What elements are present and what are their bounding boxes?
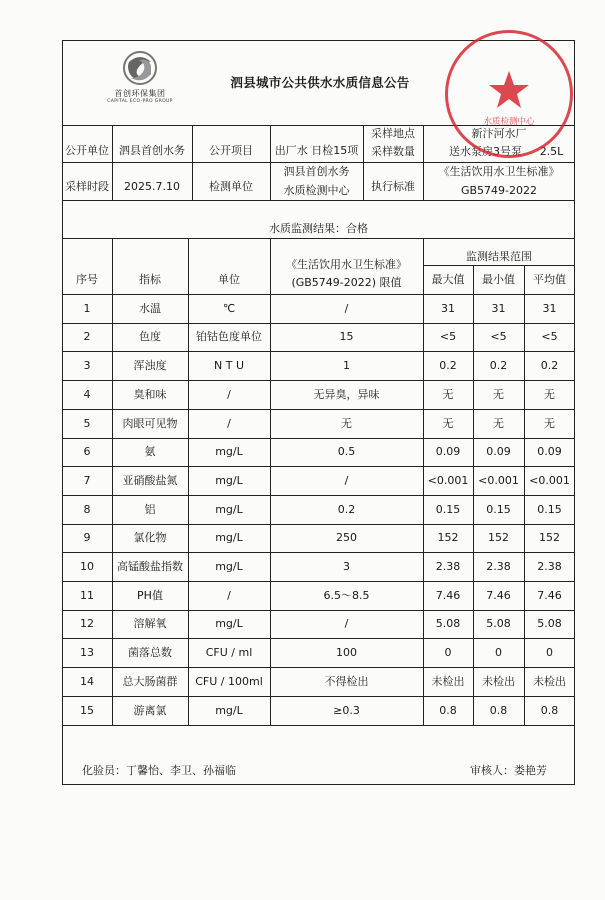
- cell-name: 游离氯: [133, 703, 167, 717]
- cell-max: 0: [444, 646, 452, 660]
- cell-max: 0.15: [435, 502, 461, 516]
- cell-avg: 31: [542, 301, 557, 315]
- inspectors: 化验员：丁馨怡、李卫、孙福临: [82, 764, 236, 777]
- cell-max: 5.08: [435, 617, 461, 631]
- cell-name: 溶解氧: [133, 617, 167, 631]
- header-range: 监测结果范围: [466, 249, 532, 263]
- cell-unit: mg/L: [215, 617, 243, 631]
- cell-unit: mg/L: [215, 560, 243, 574]
- cell-no: 1: [83, 301, 91, 315]
- cell-avg: 未检出: [533, 674, 566, 688]
- cell-max: 31: [441, 301, 455, 315]
- cell-avg: <0.001: [529, 473, 570, 487]
- cell-min: 31: [491, 301, 506, 315]
- header-limit-1: 《生活饮用水卫生标准》: [286, 258, 407, 272]
- cell-min: 0.09: [486, 445, 511, 459]
- lab-value-2: 水质检测中心: [283, 183, 350, 197]
- cell-unit: /: [227, 588, 231, 602]
- publisher-label: 公开单位: [65, 143, 109, 157]
- cell-name: 铝: [144, 502, 156, 516]
- cell-name: PH值: [137, 588, 163, 602]
- cell-name: 氨: [144, 445, 156, 459]
- seal-star-icon: [448, 33, 570, 155]
- cell-unit: CFU / 100ml: [195, 674, 263, 688]
- cell-avg: 152: [539, 531, 560, 545]
- cell-min: 5.08: [486, 617, 511, 631]
- cell-no: 11: [80, 588, 94, 602]
- quantity-value: 2.5L: [539, 145, 564, 159]
- cell-unit: mg/L: [215, 445, 243, 459]
- cell-no: 14: [80, 674, 94, 688]
- official-seal: 水质检测中心: [445, 30, 573, 158]
- item-label: 公开项目: [209, 143, 253, 157]
- cell-max: 无: [442, 416, 454, 430]
- cell-min: 0: [495, 646, 502, 660]
- cell-avg: 2.38: [537, 560, 562, 574]
- result-line: 水质监测结果：合格: [269, 222, 368, 236]
- header-min: 最小值: [482, 272, 515, 286]
- cell-no: 3: [83, 359, 91, 373]
- cell-limit: 1: [343, 359, 350, 373]
- cell-name: 肉眼可见物: [122, 416, 178, 430]
- header-no: 序号: [76, 272, 98, 286]
- cell-limit: /: [344, 617, 349, 631]
- header-avg: 平均值: [533, 272, 566, 286]
- cell-avg: 0.15: [537, 502, 562, 516]
- cell-max: 未检出: [431, 674, 465, 688]
- cell-max: 无: [442, 387, 454, 401]
- logo-name: 首创环保集团: [114, 89, 166, 98]
- cell-min: 0.15: [486, 502, 511, 516]
- cell-avg: 无: [544, 416, 555, 430]
- cell-avg: <5: [541, 330, 558, 344]
- lab-label: 检测单位: [209, 180, 253, 194]
- time-label: 采样时段: [65, 180, 109, 194]
- cell-unit: ℃: [222, 301, 236, 315]
- cell-name: 亚硝酸盐氮: [122, 473, 178, 487]
- cell-name: 高锰酸盐指数: [117, 560, 183, 574]
- cell-min: 无: [493, 387, 504, 401]
- cell-limit: 3: [343, 560, 350, 574]
- cell-avg: 0.2: [540, 359, 559, 373]
- cell-no: 13: [80, 646, 94, 660]
- cell-limit: 100: [336, 646, 357, 660]
- cell-max: 0.8: [439, 703, 457, 717]
- cell-limit: 15: [339, 330, 354, 344]
- cell-name: 浑浊度: [133, 359, 167, 373]
- cell-no: 7: [83, 473, 91, 487]
- time-value: 2025.7.10: [124, 180, 180, 194]
- cell-min: <5: [490, 330, 507, 344]
- cell-avg: 7.46: [537, 588, 562, 602]
- cell-avg: 0.09: [537, 445, 562, 459]
- cell-unit: /: [227, 416, 231, 430]
- cell-no: 15: [80, 703, 94, 717]
- cell-unit: mg/L: [215, 502, 243, 516]
- header-limit-2: (GB5749-2022) 限值: [291, 276, 402, 290]
- cell-max: 7.46: [435, 588, 461, 602]
- cell-limit: 0.2: [337, 502, 356, 516]
- cell-unit: N T U: [214, 359, 244, 373]
- cell-no: 6: [83, 445, 91, 459]
- cell-min: 0.8: [489, 703, 508, 717]
- cell-limit: /: [344, 301, 349, 315]
- cell-no: 9: [83, 531, 91, 545]
- cell-name: 水温: [139, 301, 161, 315]
- cell-limit: 无: [341, 416, 352, 430]
- cell-limit: 0.5: [337, 445, 356, 459]
- cell-max: 2.38: [435, 560, 461, 574]
- cell-no: 2: [83, 330, 91, 344]
- cell-limit: 无异臭，异味: [313, 387, 380, 401]
- cell-avg: 无: [544, 387, 555, 401]
- cell-unit: mg/L: [215, 531, 243, 545]
- cell-max: <0.001: [427, 473, 469, 487]
- std-value-2: GB5749-2022: [460, 183, 538, 197]
- header-indicator: 指标: [139, 272, 161, 286]
- cell-avg: 0.8: [540, 703, 559, 717]
- cell-min: 未检出: [482, 674, 515, 688]
- cell-max: 0.2: [439, 359, 457, 373]
- cell-min: 152: [488, 531, 509, 545]
- cell-no: 8: [83, 502, 91, 516]
- cell-name: 氯化物: [133, 531, 167, 545]
- cell-avg: 0: [546, 646, 553, 660]
- cell-no: 12: [80, 617, 94, 631]
- cell-unit: mg/L: [215, 703, 243, 717]
- cell-limit: /: [344, 473, 349, 487]
- cell-name: 菌落总数: [128, 646, 172, 660]
- cell-max: 0.09: [435, 445, 461, 459]
- cell-unit: CFU / ml: [205, 646, 253, 660]
- cell-max: <5: [439, 330, 457, 344]
- cell-limit: 250: [336, 531, 357, 545]
- publisher-value: 泗县首创水务: [119, 143, 185, 157]
- cell-min: 无: [493, 416, 504, 430]
- site-label-2: 采样数量: [371, 145, 415, 159]
- cell-name: 总大肠菌群: [122, 674, 178, 688]
- cell-name: 臭和味: [133, 387, 167, 401]
- std-label: 执行标准: [371, 180, 415, 194]
- site-value-1: 新汴河水厂: [471, 127, 527, 141]
- cell-limit: 不得检出: [324, 674, 369, 688]
- cell-min: <0.001: [478, 473, 519, 487]
- lab-value-1: 泗县首创水务: [283, 164, 350, 178]
- cell-limit: 6.5～8.5: [323, 588, 370, 602]
- site-label-1: 采样地点: [371, 127, 415, 141]
- site-value-2: 送水泵房3号泵: [449, 145, 522, 159]
- cell-min: 2.38: [486, 560, 511, 574]
- cell-unit: 铂钴色度单位: [196, 330, 262, 344]
- reviewer: 审核人：娄艳芳: [470, 764, 547, 777]
- cell-avg: 5.08: [537, 617, 562, 631]
- std-value-1: 《生活饮用水卫生标准》: [438, 164, 560, 178]
- cell-limit: ≥0.3: [333, 703, 360, 717]
- header-max: 最大值: [431, 272, 465, 286]
- item-value: 出厂水 日检15项: [274, 143, 359, 157]
- cell-min: 7.46: [486, 588, 511, 602]
- cell-max: 152: [437, 531, 459, 545]
- cell-unit: mg/L: [215, 473, 243, 487]
- cell-name: 色度: [139, 330, 161, 344]
- cell-no: 4: [83, 387, 91, 401]
- cell-min: 0.2: [489, 359, 508, 373]
- cell-unit: /: [227, 387, 231, 401]
- cell-no: 10: [80, 560, 94, 574]
- logo-subtitle: CAPITAL ECO-PRO GROUP: [107, 99, 173, 104]
- header-unit: 单位: [218, 272, 240, 286]
- cell-no: 5: [83, 416, 91, 430]
- page-title: 泗县城市公共供水水质信息公告: [230, 74, 410, 90]
